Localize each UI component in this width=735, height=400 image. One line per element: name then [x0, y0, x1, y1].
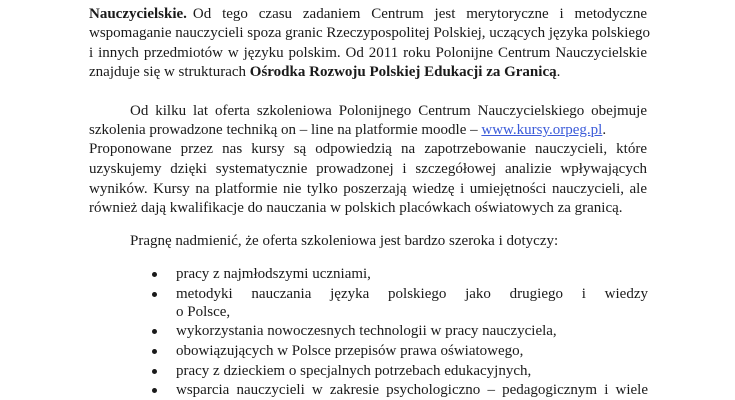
paragraph-2-line-2-end: . [602, 122, 607, 138]
bullet-dot-icon [152, 349, 157, 354]
bullet-item-1: pracy z najmłodszymi uczniami, [176, 266, 371, 282]
paragraph-1-line-4-end: . [556, 64, 561, 80]
bullet-item-2-line-2: o Polsce, [176, 304, 231, 320]
paragraph-1-line-4 [89, 63, 560, 81]
paragraph-2-line-4: uzyskujemy dzięki systematycznie prowadzonej i szczegółowej analizie wpływających [89, 161, 647, 177]
bullet-dot-icon [152, 388, 157, 393]
paragraph-2-line-3: Proponowane przez nas kursy są odpowiedzią na zapotrzebowanie nauczycieli, które [89, 141, 647, 157]
bullet-dot-icon [152, 329, 157, 334]
paragraph-1-line-1-text: Od tego czasu zadaniem Centrum jest merytoryczne i metodyczne [192, 6, 647, 22]
bullet-dot-icon [152, 272, 157, 277]
paragraph-1-line-4-start: znajduje się w strukturach [89, 64, 247, 80]
paragraph-1-bold-term: Nauczycielskie. [89, 6, 187, 22]
paragraph-2-line-5: wyników. Kursy na platformie nie tylko poszerzają wiedzę i umiejętności nauczycieli, ale [89, 181, 647, 197]
bullet-item-5: pracy z dzieckiem o specjalnych potrzebach edukacyjnych, [176, 363, 532, 379]
bullet-item-6: wsparcia nauczycieli w zakresie psychologiczno – pedagogicznym i wiele [176, 382, 648, 398]
paragraph-2-line-2 [89, 121, 606, 139]
paragraph-1-line-1 [89, 5, 647, 23]
paragraph-2-line-1: Od kilku lat oferta szkoleniowa Polonijnego Centrum Nauczycielskiego obejmuje [130, 103, 647, 119]
institution-name: Ośrodka Rozwoju Polskiej Edukacji za Granicą [249, 64, 557, 80]
paragraph-2-line-6: również dają kwalifikacje do nauczania w polskich placówkach oświatowych za granicą. [89, 200, 623, 216]
bullet-item-2-line-1: metodyki nauczania języka polskiego jako drugiego i wiedzy [176, 286, 648, 302]
bullet-item-3: wykorzystania nowoczesnych technologii w pracy nauczyciela, [176, 323, 557, 339]
paragraph-1-line-3: i innych przedmiotów w języku polskim. Od 2011 roku Polonijne Centrum Nauczycielskie [89, 45, 647, 61]
platform-link[interactable]: www.kursy.orpeg.pl [481, 122, 603, 138]
bullet-dot-icon [152, 369, 157, 374]
paragraph-3-line-1: Pragnę nadmienić, że oferta szkoleniowa jest bardzo szeroka i dotyczy: [130, 233, 559, 249]
bullet-item-4: obowiązujących w Polsce przepisów prawa oświatowego, [176, 343, 524, 359]
paragraph-2-line-2-text: szkolenia prowadzone techniką on – line na platformie moodle – [89, 122, 478, 138]
bullet-dot-icon [152, 292, 157, 297]
paragraph-1-line-2: wspomaganie nauczycieli spoza granic Rzeczypospolitej Polskiej, uczących języka polskiego [89, 25, 651, 41]
